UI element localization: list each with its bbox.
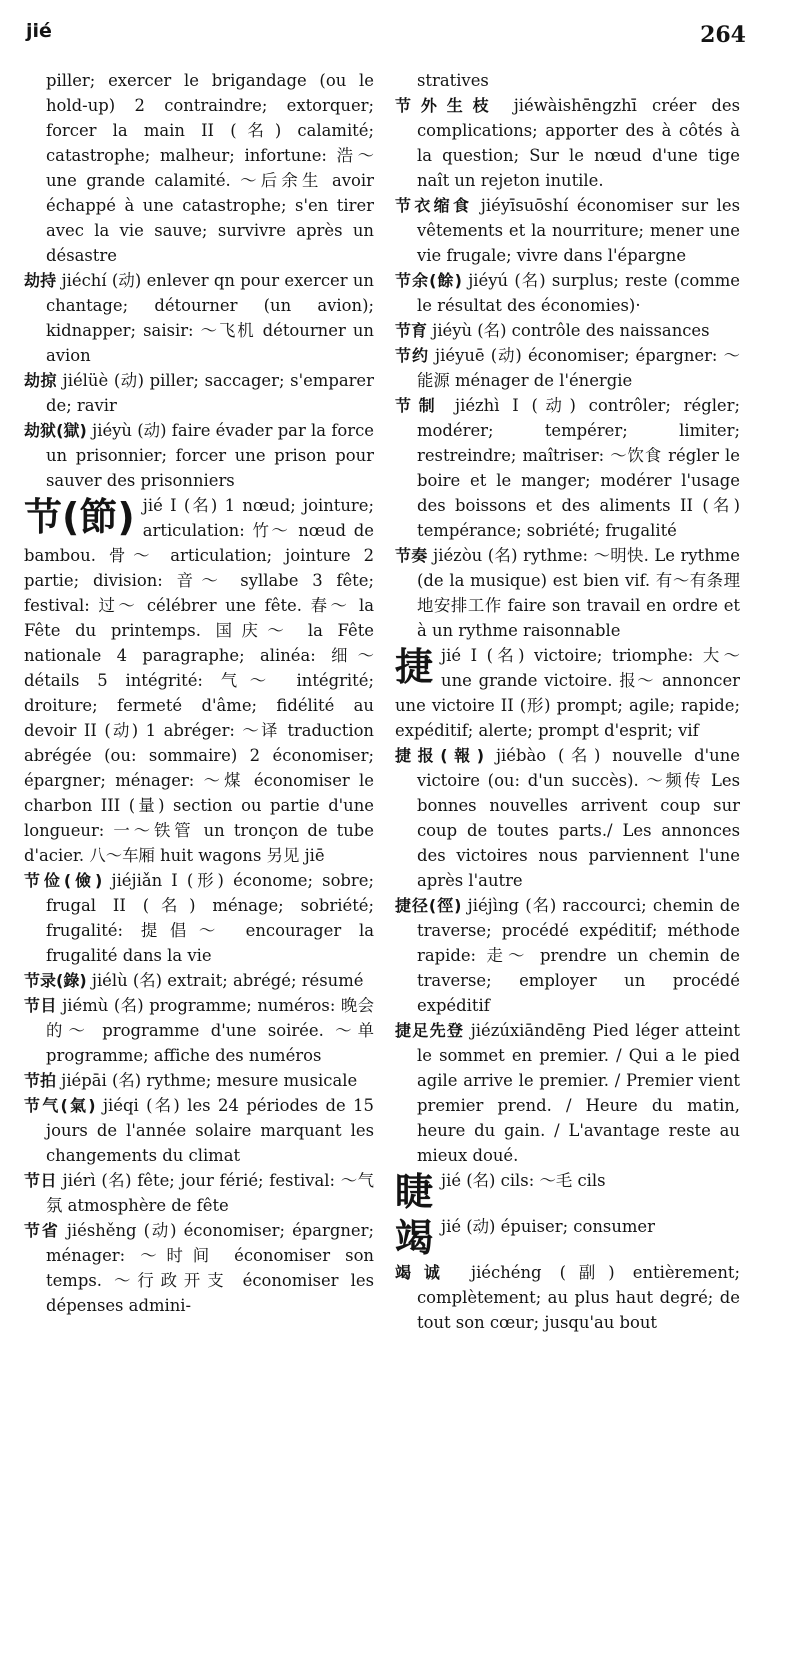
entry-definition: jiéjiǎn I (形) économe; sobre; frugal II (名) ménage; sobriété; frugalité: 提倡～ encourager la frugalité dans la vie — [46, 871, 374, 965]
entry-definition: jiéyú (名) surplus; reste (comme le résultat des économies)· — [417, 271, 740, 315]
entry-headword: 劫狱(獄) — [24, 421, 87, 440]
dictionary-entry — [395, 1018, 740, 1168]
entry-definition: jié I (名) victoire; triomphe: 大～ une grande victoire. 报～ annoncer une victoire II (形) prompt; agile; rapide; expéditif; alerte; prompt d'esprit; vif — [395, 646, 740, 740]
main-character: 睫 — [395, 1170, 434, 1214]
entry-definition: jiélüè (动) piller; saccager; s'emparer de; ravir — [46, 371, 374, 415]
entry-definition: jiébào (名) nouvelle d'une victoire (ou: d'un succès). ～频传 Les bonnes nouvelles arrivent coup sur coup de toutes parts./ Les annonces des victoires nous parviennent l'une après l'autre — [417, 746, 740, 890]
dictionary-entry — [395, 393, 740, 543]
main-character: 捷 — [395, 645, 434, 689]
dictionary-entry — [395, 93, 740, 193]
entry-definition: jiéwàishēngzhī créer des complications; apporter des à côtés à la question; Sur le nœud d'une tige naît un rejeton inutile. — [417, 96, 740, 190]
entry-headword: 节育 — [395, 321, 428, 340]
entry-headword: 节约 — [395, 346, 429, 365]
entry-definition: jiérì (名) fête; jour férié; festival: ～气氛 atmosphère de fête — [46, 1171, 374, 1215]
entry-definition: jiéchí (动) enlever qn pour exercer un chantage; détourner (un avion); kidnapper; saisir: ～飞机 détourner un avion — [46, 271, 374, 365]
entry-headword: 竭诚 — [395, 1263, 453, 1282]
dictionary-entry — [395, 343, 740, 393]
entry-headword: 节奏 — [395, 546, 428, 565]
entry-headword: 节拍 — [24, 1071, 57, 1090]
entry-headword: 节省 — [24, 1221, 60, 1240]
entry-definition: jiézòu (名) rythme: ～明快. Le rythme (de la musique) est bien vif. 有～有条理地安排工作 faire son travail en ordre et à un rythme raisonnable — [417, 546, 740, 640]
main-character-entry — [395, 1168, 740, 1214]
entry-definition: jiémù (名) programme; numéros: 晚会的～ programme d'une soirée. ～单 programme; affiche des numéros — [46, 996, 374, 1065]
main-character: 竭 — [395, 1216, 434, 1260]
entry-definition: jiépāi (名) rythme; mesure musicale — [61, 1071, 358, 1090]
entry-headword: 节录(錄) — [24, 971, 87, 990]
entry-definition: jiélù (名) extrait; abrégé; résumé — [91, 971, 364, 990]
entry-headword: 捷径(徑) — [395, 896, 462, 915]
dictionary-entry — [395, 193, 740, 268]
entry-definition: jiézhì I (动) contrôler; régler; modérer; tempérer; limiter; restreindre; maîtriser: ～饮食 régler le boire et le manger; modérer l'usage des boissons et des aliments II (名) tempérance; sobriété; frugalité — [417, 396, 740, 540]
entry-headword: 劫掠 — [24, 371, 57, 390]
entry-definition: jiéjìng (名) raccourci; chemin de traverse; procédé expéditif; méthode rapide: 走～ prendre un chemin de traverse; employer un procédé expéditif — [417, 896, 740, 1015]
main-character-entry — [24, 493, 374, 868]
page-number: 264 — [700, 22, 746, 48]
dictionary-entry — [24, 268, 374, 368]
dictionary-entry — [24, 1168, 374, 1218]
dictionary-entry — [395, 268, 740, 318]
entry-definition: jiéyù (动) faire évader par la force un prisonnier; forcer une prison pour sauver des prisonniers — [46, 421, 374, 490]
main-character-entry — [395, 643, 740, 743]
dictionary-entry — [395, 893, 740, 1018]
entry-definition: jiéqi (名) les 24 périodes de 15 jours de l'année solaire marquant les changements du climat — [46, 1096, 374, 1165]
dictionary-entry — [24, 1093, 374, 1168]
entry-continuation: piller; exercer le brigandage (ou le hold-up) 2 contraindre; extorquer; forcer la main II (名) calamité; catastrophe; malheur; infortune: 浩～ une grande calamité. ～后余生 avoir échappé à une catastrophe; s'en tirer avec la vie sauve; survivre après un désastre — [46, 71, 374, 265]
dictionary-entry — [24, 1218, 374, 1318]
main-character-entry — [395, 1214, 740, 1260]
entry-headword: 节外生枝 — [395, 96, 499, 115]
entry-headword: 节衣缩食 — [395, 196, 473, 215]
entry-definition: jié (名) cils: ～毛 cils — [441, 1171, 606, 1190]
entry-headword: 节余(餘) — [395, 271, 462, 290]
entry-definition: jié I (名) 1 nœud; jointure; articulation: 竹～ nœud de bambou. 骨～ articulation; jointure 2 partie; division: 音～ syllabe 3 fête; festival: 过～ célébrer une fête. 春～ la Fête du printemps. 国庆～ la Fête nationale 4 paragraphe; alinéa: 细～ détails 5 intégrité: 气～ intégrité; droiture; fermeté d'âme; fidélité au devoir II (动) 1 abréger: ～译 traduction abrégée (ou: sommaire) 2 économiser; épargner; ménager: ～煤 économiser le charbon III (量) section ou partie d'une longueur: 一～铁管 un tronçon de tube d'acier. 八～车厢 huit wagons 另见 jiē — [24, 496, 374, 865]
entry-definition: jiéchéng (副) entièrement; complètement; au plus haut degré; de tout son cœur; jusqu'au bout — [417, 1263, 740, 1332]
dictionary-entry — [24, 993, 374, 1068]
dictionary-entry — [24, 418, 374, 493]
right-column — [395, 68, 740, 1335]
entry-headword: 节制 — [395, 396, 443, 415]
dictionary-entry — [24, 368, 374, 418]
left-column — [24, 68, 374, 1318]
entry-headword: 节气(氣) — [24, 1096, 96, 1115]
entry-definition: jiéyù (名) contrôle des naissances — [432, 321, 710, 340]
entry-definition: jiéyuē (动) économiser; épargner: ～能源 ménager de l'énergie — [417, 346, 740, 390]
entry-definition: jiézúxiāndēng Pied léger atteint le sommet en premier. / Qui a le pied agile arrive le premier. / Premier vient premier prend. / Heure du matin, heure du gain. / L'avantage reste au mieux doué. — [417, 1021, 740, 1165]
dictionary-entry — [395, 1260, 740, 1335]
running-head: jié — [26, 20, 52, 42]
entry-definition: jiéshěng (动) économiser; épargner; ménager: ～时间 économiser son temps. ～行政开支 économiser les dépenses admini- — [46, 1221, 374, 1315]
dictionary-entry — [24, 868, 374, 968]
entry-continuation: stratives — [417, 71, 489, 90]
dictionary-entry — [395, 543, 740, 643]
entry-definition: jié (动) épuiser; consumer — [441, 1217, 655, 1236]
entry-headword: 捷报(報) — [395, 746, 485, 765]
main-character: 节(節) — [24, 495, 135, 539]
entry-headword: 劫持 — [24, 271, 57, 290]
dictionary-entry — [395, 318, 740, 343]
dictionary-entry — [395, 743, 740, 893]
entry-headword: 捷足先登 — [395, 1021, 465, 1040]
entry-headword: 节俭(儉) — [24, 871, 103, 890]
entry-definition: jiéyīsuōshí économiser sur les vêtements et la nourriture; mener une vie frugale; vivre dans l'épargne — [417, 196, 740, 265]
dictionary-entry — [24, 968, 374, 993]
entry-headword: 节日 — [24, 1171, 57, 1190]
dictionary-entry — [24, 1068, 374, 1093]
entry-headword: 节目 — [24, 996, 57, 1015]
